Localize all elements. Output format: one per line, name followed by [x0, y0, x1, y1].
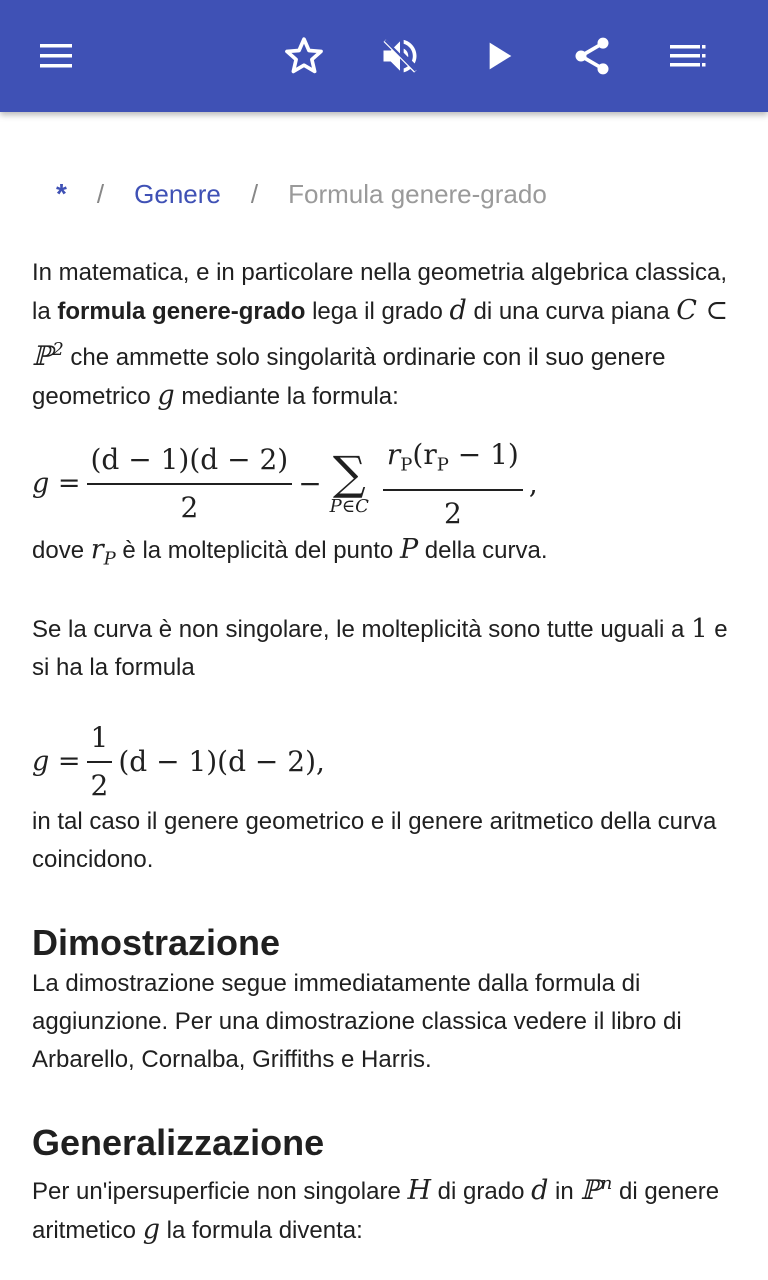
genus-degree-formula — [32, 438, 742, 531]
minus-sign: − — [298, 467, 322, 501]
math-r: r — [386, 438, 401, 471]
comma: , — [528, 467, 538, 501]
text: che ammette solo singolarità ordinarie con il suo genere geometrico — [32, 344, 666, 410]
text: Per un'ipersuperficie non singolare — [32, 1177, 408, 1205]
math-r: r — [90, 533, 104, 565]
math-text: (r — [412, 438, 437, 471]
fraction-denominator: 2 — [180, 491, 199, 525]
fraction-denominator: 2 — [90, 768, 109, 802]
text: della curva. — [418, 536, 548, 564]
text: e si ha la formula — [32, 615, 728, 681]
fraction-numerator — [383, 438, 523, 491]
article-content — [32, 254, 742, 1250]
dimostrazione-paragraph: La dimostrazione segue immediatamente dalla formula di aggiunzione. Per una dimostrazione classica vedere il libro di Arbarello, Cornalba, Griffiths e Harris. — [32, 969, 682, 1073]
bold-term: formula genere-grado — [57, 298, 306, 325]
share-icon[interactable] — [568, 32, 616, 80]
volume-off-icon[interactable] — [376, 32, 424, 80]
summation — [329, 446, 369, 518]
fraction-numerator: 1 — [87, 721, 113, 763]
text: di grado — [431, 1177, 532, 1205]
breadcrumb-separator: / — [250, 178, 259, 209]
breadcrumb — [56, 178, 547, 210]
menu-icon[interactable] — [32, 32, 80, 80]
math-exponent: n — [600, 1172, 613, 1194]
formula-rest: (d − 1)(d − 2), — [118, 744, 325, 778]
math-d: d — [531, 1174, 549, 1206]
math-p-base: ℙ — [580, 1174, 601, 1206]
text: dove — [32, 536, 91, 564]
math-p: P — [399, 533, 419, 565]
fraction — [87, 443, 293, 525]
list-icon[interactable] — [664, 32, 712, 80]
math-g: g — [142, 1213, 160, 1245]
text: lega il grado — [305, 298, 450, 325]
math-text: − 1) — [448, 438, 519, 471]
intro-paragraph — [32, 254, 742, 416]
app-toolbar — [0, 0, 768, 112]
text: la formula diventa: — [160, 1216, 363, 1244]
text: In matematica, e in particolare nella geometria algebrica classica, la — [32, 259, 728, 325]
math-subscript: P — [103, 547, 116, 569]
math-curve-base: C ⊂ ℙ — [32, 295, 729, 372]
text: Se la curva è non singolare, le molteplicità sono tutte uguali a — [32, 615, 692, 643]
text: di una curva piana — [466, 298, 677, 325]
math-subscript: P — [400, 454, 413, 476]
fraction-denominator: 2 — [443, 496, 462, 530]
math-g: g — [157, 380, 175, 411]
math-projective-space — [580, 1172, 613, 1206]
math-subscript: P — [436, 454, 449, 476]
sigma-symbol: ∑ — [332, 446, 366, 501]
breadcrumb-parent-link[interactable]: Genere — [134, 178, 221, 209]
nonsingular-formula — [32, 721, 742, 803]
breadcrumb-root[interactable]: * — [56, 178, 67, 209]
section-heading-dimostrazione: Dimostrazione — [32, 921, 281, 963]
nonsingular-paragraph — [32, 610, 742, 687]
breadcrumb-separator: / — [96, 178, 105, 209]
star-icon[interactable] — [280, 32, 328, 80]
summation-index: P∈C — [329, 496, 369, 518]
text: è la molteplicità del punto — [115, 536, 400, 564]
math-h: H — [407, 1174, 432, 1206]
after-formula-paragraph — [32, 531, 742, 578]
fraction — [87, 721, 113, 803]
fraction — [383, 438, 523, 531]
math-one: 1 — [691, 613, 708, 644]
math-d: d — [449, 295, 467, 326]
play-icon[interactable] — [474, 32, 522, 80]
formula-lhs: g = — [32, 745, 81, 777]
math-rp — [90, 533, 116, 569]
generalizzazione-paragraph — [32, 1165, 742, 1250]
coincide-paragraph: in tal caso il genere geometrico e il genere aritmetico della curva coincidono. — [32, 807, 717, 873]
fraction-numerator: (d − 1)(d − 2) — [87, 443, 293, 485]
section-heading-generalizzazione: Generalizzazione — [32, 1121, 325, 1163]
text: mediante la formula: — [174, 383, 399, 410]
math-exponent: 2 — [52, 339, 64, 360]
text: di genere aritmetico — [32, 1177, 720, 1244]
text: in — [548, 1177, 581, 1205]
formula-lhs: g = — [32, 468, 81, 500]
breadcrumb-current: Formula genere-grado — [288, 178, 547, 209]
